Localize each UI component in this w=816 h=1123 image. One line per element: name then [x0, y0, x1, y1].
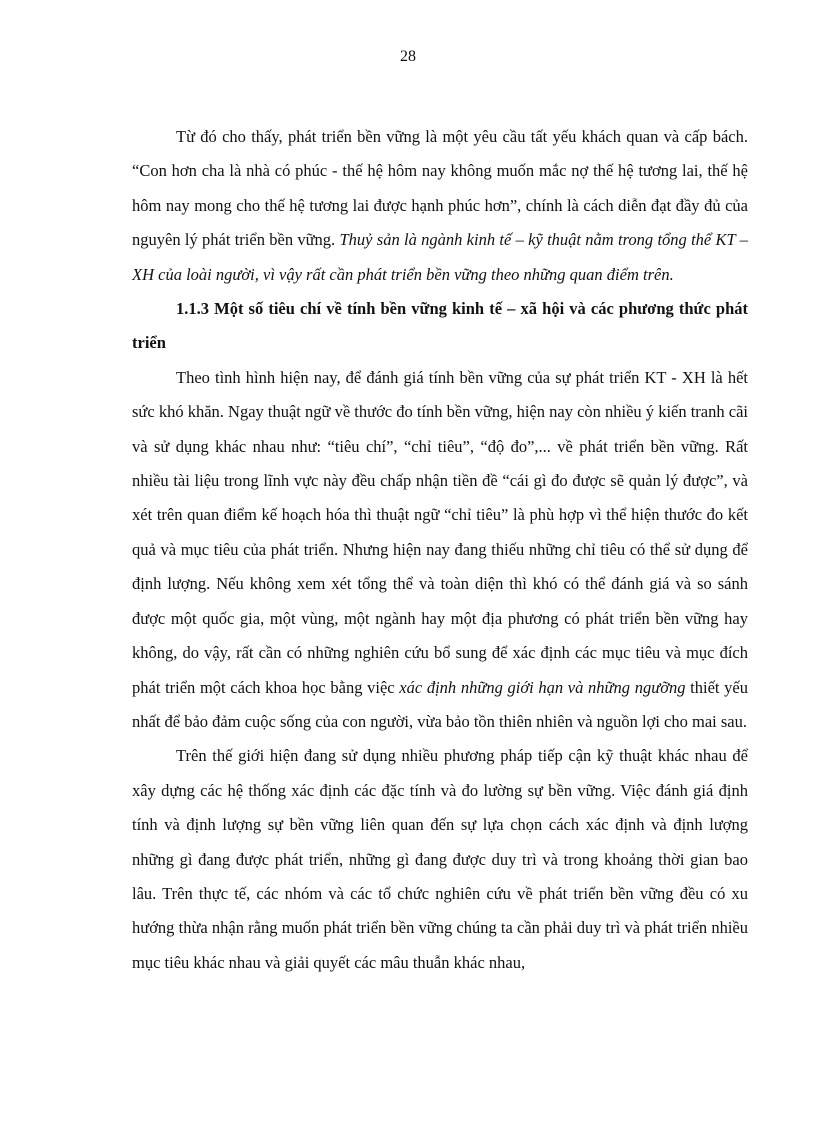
- page-number: 28: [400, 48, 416, 65]
- paragraph-text: Trên thế giới hiện đang sử dụng nhiều phương pháp tiếp cận kỹ thuật khác nhau để xây dựng các hệ thống xác định các đặc tính và đo lường sự bền vững. Việc đánh giá định tính và định lượng sự bền vững liên quan đến sự lựa chọn cách xác định và định lượng những gì đang được phát triển, những gì đang được duy trì và trong khoảng thời gian bao lâu. Trên thực tế, các nhóm và các tổ chức nghiên cứu về phát triển bền vững đều có xu hướng thừa nhận rằng muốn phát triển bền vững chúng ta cần phải duy trì và phát triển nhiều mục tiêu khác nhau và giải quyết các mâu thuẫn khác nhau,: [132, 746, 748, 972]
- paragraph-text: Từ đó cho thấy, phát triển bền vững là một yêu cầu tất yếu khách quan và cấp bách. “Con hơn cha là nhà có phúc - thế hệ hôm nay không muốn mắc nợ thế hệ tương lai, thế hệ hôm nay mong cho thế hệ tương lai được hạnh phúc hơn”, chính là cách diễn đạt đầy đủ của nguyên lý phát triển bền vững.: [132, 127, 748, 250]
- italic-emphasis: Thuỷ sản là ngành kinh tế – kỹ thuật nằm trong tổng thể KT – XH của loài người, vì vậy rất cần phát triển bền vững theo những quan điểm trên.: [132, 230, 748, 284]
- italic-emphasis: xác định những giới hạn và những ngưỡng: [399, 677, 686, 697]
- paragraph-approaches: [132, 739, 748, 980]
- paragraph-measurement-criteria: [132, 361, 748, 739]
- paragraph-text: Theo tình hình hiện nay, để đánh giá tính bền vững của sự phát triển KT - XH là hết sức khó khăn. Ngay thuật ngữ về thước đo tính bền vững, hiện nay còn nhiều ý kiến tranh cãi và sử dụng khác nhau như: “tiêu chí”, “chỉ tiêu”, “độ đo”,... về phát triển bền vững. Rất nhiều tài liệu trong lĩnh vực này đều chấp nhận tiền đề “cái gì đo được sẽ quản lý được”, và xét trên quan điểm kế hoạch hóa thì thuật ngữ “chỉ tiêu” là phù hợp vì thể hiện thước đo kết quả và mục tiêu của phát triển. Nhưng hiện nay đang thiếu những chỉ tiêu có thể sử dụng để định lượng. Nếu không xem xét tổng thể và toàn diện thì khó có thể đánh giá và so sánh được một quốc gia, một vùng, một ngành hay một địa phương có phát triển bền vững hay không, do vậy, rất cần có những nghiên cứu bổ sung để xác định các mục tiêu và mục đích phát triển một cách khoa học bằng việc: [132, 367, 748, 697]
- document-body: [132, 120, 748, 980]
- paragraph-text: thiết yếu nhất để bảo đảm cuộc sống của con người, vừa bảo tồn thiên nhiên và nguồn lợi cho mai sau.: [132, 677, 748, 731]
- paragraph-sustainability-intro: [132, 120, 748, 292]
- section-heading: 1.1.3 Một số tiêu chí về tính bền vững kinh tế – xã hội và các phương thức phát triển: [132, 299, 748, 353]
